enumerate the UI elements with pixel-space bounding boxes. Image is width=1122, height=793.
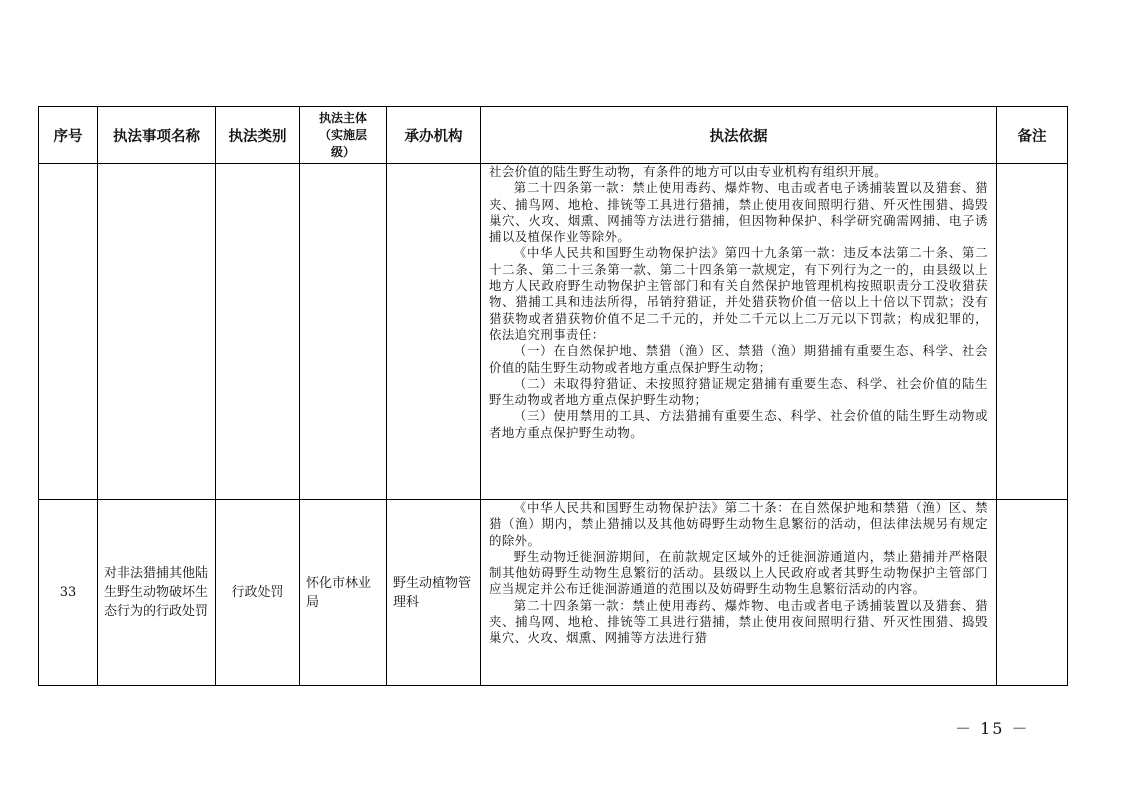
table-row [39, 500, 1068, 686]
header-subject [300, 107, 387, 164]
basis-paragraph: 第二十四条第一款：禁止使用毒药、爆炸物、电击或者电子诱捕装置以及猎套、猎夹、捕鸟网、地枪、排铳等工具进行猎捕，禁止使用夜间照明行猎、歼灭性围猎、捣毁巢穴、火攻、烟熏、网捕等方法进行猎 [489, 597, 988, 646]
cell-note [997, 500, 1068, 686]
cell-subject [300, 164, 387, 500]
cell-category: 行政处罚 [216, 500, 300, 686]
basis-paragraph: 《中华人民共和国野生动物保护法》第二十条：在自然保护地和禁猎（渔）区、禁猎（渔）期内，禁止猎捕以及其他妨碍野生动物生息繁衍的活动，但法律法规另有规定的除外。 [489, 500, 988, 548]
header-subject-line1: 执法主体 [318, 110, 367, 125]
cell-agency [387, 164, 481, 500]
basis-paragraph: 《中华人民共和国野生动物保护法》第四十九条第一款：违反本法第二十条、第二十二条、第二十三条第一款、第二十四条第一款规定，有下列行为之一的，由县级以上地方人民政府野生动物保护主管部门和有关自然保护地管理机构按照职责分工没收猎获物、猎捕工具和违法所得，吊销狩猎证，并处猎获物价值一倍以上十倍以下罚款；没有猎获物或者猎获物价值不足二千元的，并处二千元以上二万元以下罚款；构成犯罪的，依法追究刑事责任： [489, 245, 988, 342]
basis-paragraph: 第二十四条第一款：禁止使用毒药、爆炸物、电击或者电子诱捕装置以及猎套、猎夹、捕鸟网、地枪、排铳等工具进行猎捕，禁止使用夜间照明行猎、歼灭性围猎、捣毁巢穴、火攻、烟熏、网捕等方法进行猎捕，但因物种保护、科学研究确需网捕、电子诱捕以及植保作业等除外。 [489, 180, 988, 245]
basis-paragraph: （一）在自然保护地、禁猎（渔）区、禁猎（渔）期猎捕有重要生态、科学、社会价值的陆生野生动物或者地方重点保护野生动物； [489, 343, 988, 375]
basis-paragraph: 社会价值的陆生野生动物，有条件的地方可以由专业机构有组织开展。 [489, 164, 888, 179]
cell-agency: 野生动植物管理科 [387, 500, 481, 686]
header-name: 执法事项名称 [98, 107, 216, 164]
header-basis: 执法依据 [481, 107, 997, 164]
cell-seq [39, 164, 98, 500]
cell-basis [481, 164, 997, 500]
cell-subject: 怀化市林业局 [300, 500, 387, 686]
header-note: 备注 [997, 107, 1068, 164]
basis-paragraph: 野生动物迁徙洄游期间，在前款规定区域外的迁徙洄游通道内，禁止猎捕并严格限制其他妨碍野生动物生息繁衍的活动。县级以上人民政府或者其野生动物保护主管部门应当规定并公布迁徙洄游通道的范围以及妨碍野生动物生息繁衍活动的内容。 [489, 548, 988, 597]
cell-basis [481, 500, 997, 686]
page-number: － 15 － [955, 719, 1030, 738]
header-agency: 承办机构 [387, 107, 481, 164]
cell-name: 对非法猎捕其他陆生野生动物破坏生态行为的行政处罚 [98, 500, 216, 686]
header-category: 执法类别 [216, 107, 300, 164]
header-seq: 序号 [39, 107, 98, 164]
basis-paragraph: （二）未取得狩猎证、未按照狩猎证规定猎捕有重要生态、科学、社会价值的陆生野生动物或者地方重点保护野生动物； [489, 375, 988, 408]
law-enforcement-table [38, 106, 1068, 686]
cell-seq: 33 [39, 500, 98, 686]
cell-name [98, 164, 216, 500]
table-header-row [39, 107, 1068, 164]
cell-note [997, 164, 1068, 500]
table-row [39, 164, 1068, 500]
cell-category [216, 164, 300, 500]
header-subject-line3: 级） [330, 144, 355, 159]
header-subject-line2: （实施层 [318, 127, 367, 142]
basis-paragraph: （三）使用禁用的工具、方法猎捕有重要生态、科学、社会价值的陆生野生动物或者地方重点保护野生动物。 [489, 408, 988, 440]
